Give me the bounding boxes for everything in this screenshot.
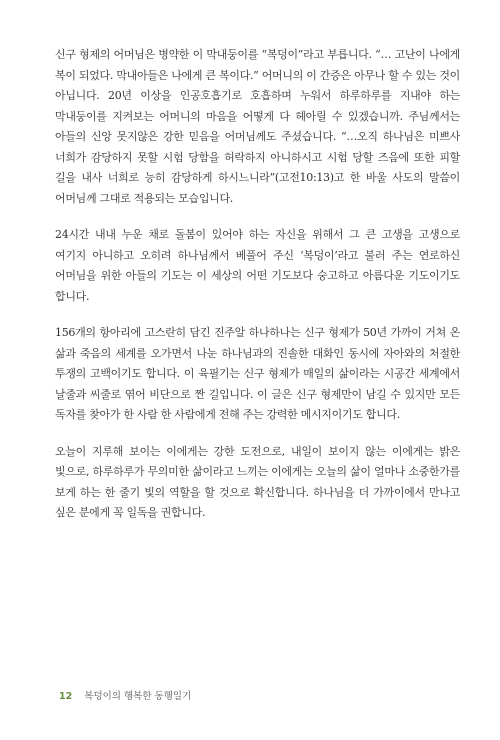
page-footer	[59, 688, 191, 702]
body-text	[55, 45, 460, 540]
page-number: 12	[59, 691, 73, 702]
paragraph-4: 오늘이 지루해 보이는 이에게는 강한 도전으로, 내일이 보이지 않는 이에게는 밝은 빛으로, 하루하루가 무의미한 삶이라고 느끼는 이에게는 오늘의 삶이 얼마나 소중한가를 보게 하는 한 줄기 빛의 역할을 할 것으로 확신합니다. 하나님을 더 가까이에서 만나고 싶은 분에게 꼭 일독을 권합니다.	[55, 444, 460, 519]
running-title: 복덩이의 행복한 동행일기	[84, 691, 192, 702]
paragraph-1: 신구 형제의 어머님은 병약한 이 막내둥이를 “복덩이”라고 부릅니다. “… 고난이 나에게 복이 되었다. 막내아들은 나에게 큰 복이다.” 어머니의 이 간증은 아무나 할 수 있는 것이 아닙니다. 20년 이상을 인공호흡기로 호흡하며 누워서 하루하루를 지내야 하는 막내둥이를 지켜보는 어머니의 마음을 어떻게 다 헤아릴 수 있겠습니까. 주님께서는 아들의 신앙 못지않은 강한 믿음을 어머님께도 주셨습니다. “…오직 하나님은 미쁘사 너희가 감당하지 못할 시험 당함을 허락하지 아니하시고 시험 당할 즈음에 또한 피할 길을 내사 너희로 능히 감당하게 하시느니라”(고전10:13)고 한 바울 사도의 말씀이 어머님께 그대로 적용되는 모습입니다.	[55, 48, 460, 205]
paragraph-2: 24시간 내내 누운 채로 돌봄이 있어야 하는 자신을 위해서 그 큰 고생을 고생으로 여기지 아니하고 오히려 하나님께서 베풀어 주신 ‘복덩이’라고 불러 주는 연로하신 어머님을 위한 아들의 기도는 이 세상의 어떤 기도보다 숭고하고 아름다운 기도이기도 합니다.	[55, 228, 460, 303]
paragraph-3: 156개의 항아리에 고스란히 담긴 진주알 하나하나는 신구 형제가 50년 가까이 거쳐 온 삶과 죽음의 세계를 오가면서 나눈 하나님과의 진솔한 대화인 동시에 자아와의 처절한 투쟁의 고백이기도 합니다. 이 육필기는 신구 형제가 매일의 삶이라는 시공간 세계에서 날줄과 씨줄로 엮어 비단으로 짠 길입니다. 이 글은 신구 형제만이 남길 수 있지만 모든 독자를 찾아가 한 사람 한 사람에게 전해 주는 강력한 메시지이기도 합니다.	[55, 326, 460, 421]
